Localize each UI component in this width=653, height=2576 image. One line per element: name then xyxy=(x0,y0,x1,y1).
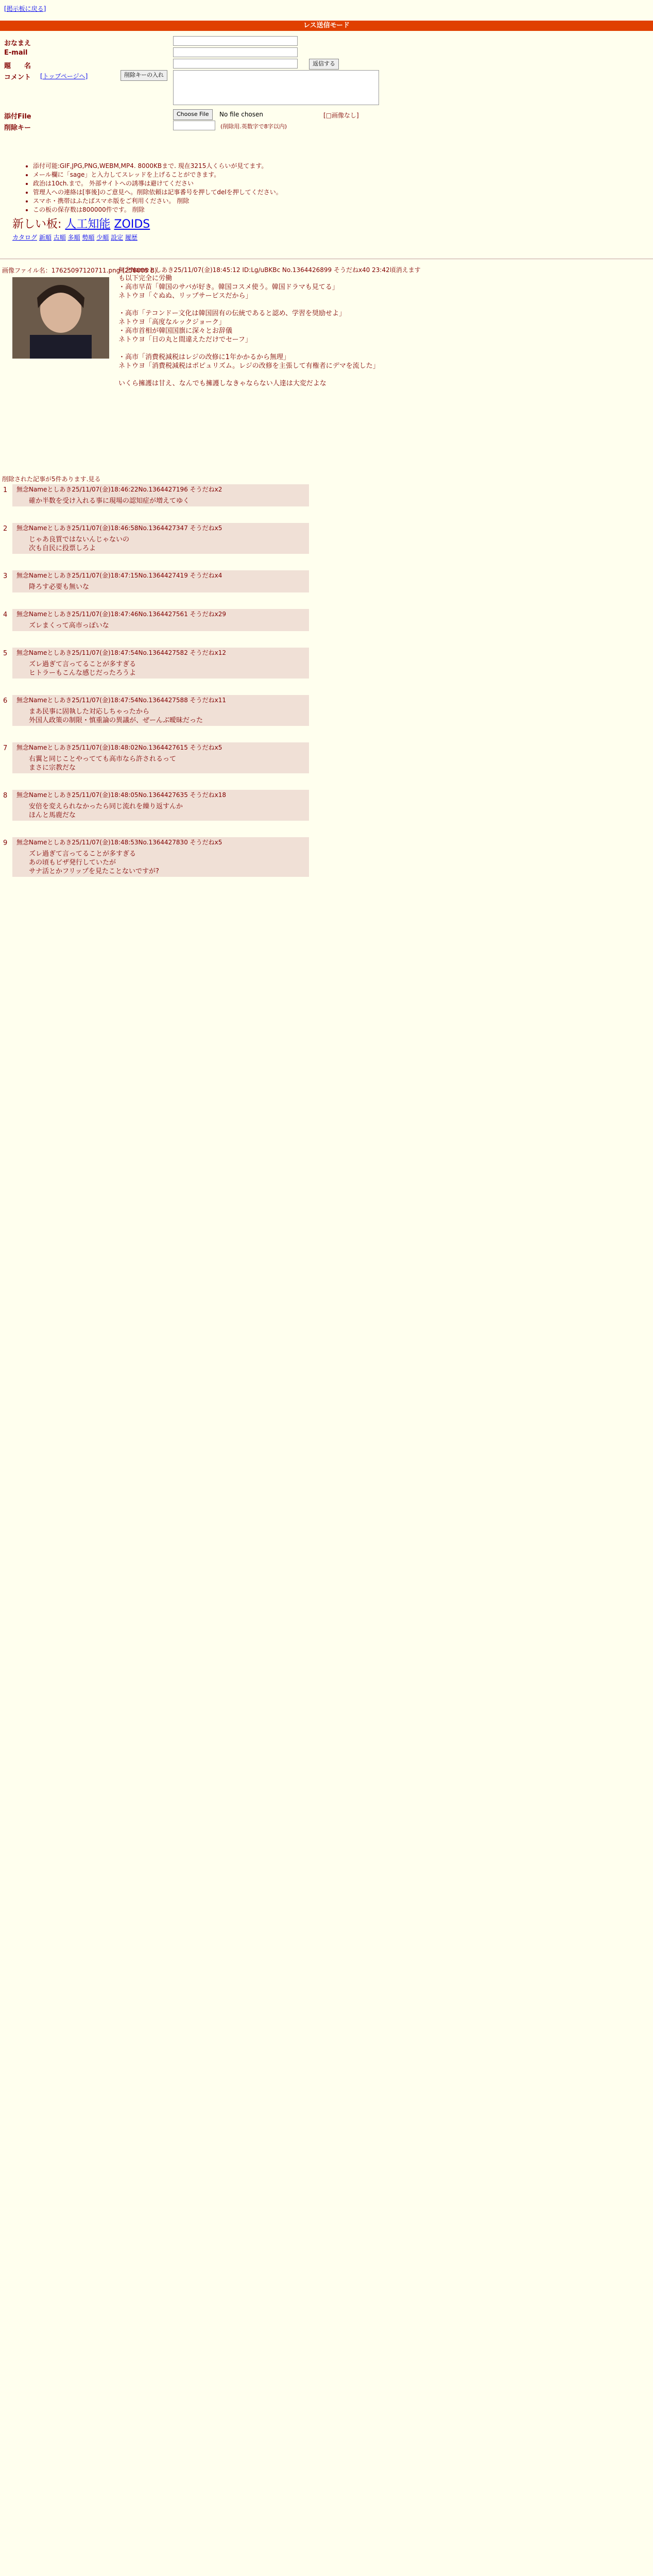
rule-item: • メール欄に「sage」と入力してスレッドを上げることができます。 xyxy=(33,171,496,179)
reply-number: 6 xyxy=(3,697,8,705)
reply-line: ズレまくって高市っぽいな xyxy=(29,622,109,630)
rule-item: • 添付可能:GIF,JPG,PNG,WEBM,MP4. 8000KBまで. 現在3215人くらいが見てます。 xyxy=(33,162,496,171)
delkey-label: 削除キー xyxy=(4,124,31,132)
email-row xyxy=(4,47,468,59)
reply-number: 2 xyxy=(3,525,8,533)
reply-body xyxy=(29,802,305,820)
op-line: ・高市首相が韓国国旗に深々とお辞儀 xyxy=(118,327,233,335)
sort-new-link[interactable]: 新順 xyxy=(39,234,51,241)
op-line: も以下完全に労働 xyxy=(118,275,173,282)
op-header: 無念Nameとしあき25/11/07(金)18:45:12 ID:Lg/uBKBc No.1364426899 そうだねx40 23:42頃消えます xyxy=(118,266,421,274)
choose-file-button[interactable]: Choose File xyxy=(173,109,213,120)
reply-number: 1 xyxy=(3,486,8,494)
reply-line: じゃあ良質ではないんじゃないの xyxy=(29,536,130,544)
sort-few-link[interactable]: 少順 xyxy=(96,234,109,241)
comment-row xyxy=(4,70,468,109)
delete-key-button[interactable]: 削除キーの入れ xyxy=(121,70,167,81)
reply-line: サナ活とかフリップを見たことないですが? xyxy=(29,868,159,875)
reply-header[interactable]: 無念Nameとしあき25/11/07(金)18:48:05No.1364427635 そうだねx18 xyxy=(16,791,227,799)
settings-link[interactable]: 設定 xyxy=(111,234,124,241)
reply-header[interactable]: 無念Nameとしあき25/11/07(金)18:48:53No.1364427830 そうだねx5 xyxy=(16,839,222,846)
subject-label: 題 名 xyxy=(4,62,31,70)
file-row xyxy=(4,109,468,121)
new-board-link-ai[interactable]: 人工知能 xyxy=(65,218,111,231)
subject-row xyxy=(4,59,468,70)
reply-header[interactable]: 無念Nameとしあき25/11/07(金)18:47:54No.1364427588 そうだねx11 xyxy=(16,697,227,704)
no-image-option[interactable]: [□画像なし] xyxy=(323,112,359,119)
post-form xyxy=(4,36,468,132)
reply-body xyxy=(29,660,305,677)
catalog-link[interactable]: カタログ xyxy=(12,234,38,241)
sort-old-link[interactable]: 古順 xyxy=(53,234,66,241)
reply-post xyxy=(12,484,309,506)
submit-button[interactable]: 返信する xyxy=(309,59,339,70)
op-line: ネトウヨ「ぐぬぬ、リップサービスだから」 xyxy=(118,292,252,300)
op-body xyxy=(118,274,633,388)
rule-item: • スマホ・携帯はふたばスマホ版をご利用ください。 削除 xyxy=(33,197,496,206)
new-board-link-zoids[interactable]: ZOIDS xyxy=(114,218,150,231)
email-input[interactable] xyxy=(173,47,298,57)
reply-line: ヒトラーもこんな感じだったろうよ xyxy=(29,669,136,677)
op-line: ・高市早苗「韓国のサバが好き。韓国コスメ使う。韓国ドラマも見てる」 xyxy=(118,283,339,291)
reply-body xyxy=(29,621,305,630)
reply-post xyxy=(12,648,309,679)
reply-line: まあ民事に固執した対応しちゃったから xyxy=(29,708,150,716)
reply-header[interactable]: 無念Nameとしあき25/11/07(金)18:47:54No.1364427582 そうだねx12 xyxy=(16,649,227,656)
op-text xyxy=(118,266,633,388)
reply-number: 9 xyxy=(3,839,8,847)
op-line: いくら擁護は甘え、なんでも擁護しなきゃならない人達は大変だよな xyxy=(118,380,326,387)
back-to-board-link[interactable]: [掲示板に戻る] xyxy=(4,5,46,12)
reply-number: 5 xyxy=(3,650,8,657)
reply-header[interactable]: 無念Nameとしあき25/11/07(金)18:47:15No.1364427419 そうだねx4 xyxy=(16,572,222,579)
reply-post xyxy=(12,790,309,821)
name-label: おなまえ xyxy=(4,40,31,47)
catalog-nav xyxy=(12,233,138,242)
rule-item: • 管理人への連絡は[事後]のご意見へ。削除依頼は記事番号を押してdelを押してください。 xyxy=(33,188,496,197)
rule-item: • 政治は10ch.まで。 外部サイトへの誘導は避けてください xyxy=(33,179,496,188)
reply-body xyxy=(29,583,305,591)
rule-item: • この板の保存数は800000件です。 削除 xyxy=(33,206,496,214)
reply-post xyxy=(12,695,309,726)
email-label: E-mail xyxy=(4,49,28,57)
file-status: No file chosen xyxy=(219,111,264,118)
reply-line: 外国人政策の制限・慎重論の異議が、ぜーんぶ曖昧だった xyxy=(29,717,203,724)
reply-post xyxy=(12,837,309,877)
reply-header[interactable]: 無念Nameとしあき25/11/07(金)18:47:46No.1364427561 そうだねx29 xyxy=(16,611,227,618)
reply-post xyxy=(12,523,309,554)
reply-header[interactable]: 無念Nameとしあき25/11/07(金)18:46:22No.1364427196 そうだねx2 xyxy=(16,486,222,493)
reply-number: 7 xyxy=(3,744,8,752)
sort-many-link[interactable]: 多順 xyxy=(67,234,80,241)
history-link[interactable]: 履歴 xyxy=(125,234,138,241)
op-line: ・高市「テコンドー文化は韓国固有の伝統であると認め、学習を奨励せよ」 xyxy=(118,310,346,317)
delkey-note: (削除用.英数字で8字以内) xyxy=(220,123,287,130)
op-line xyxy=(118,370,633,379)
reply-post xyxy=(12,742,309,773)
op-line: ネトウヨ「高度なルックジョーク」 xyxy=(118,318,226,326)
reply-post xyxy=(12,609,309,631)
reply-line: まさに宗教だな xyxy=(29,764,76,772)
comment-textarea[interactable] xyxy=(173,70,379,105)
op-line: ・高市「消費税減税はレジの改修に1年かかるから無理」 xyxy=(118,353,290,361)
new-board-banner xyxy=(12,215,150,231)
reply-post xyxy=(12,570,309,592)
name-row xyxy=(4,36,468,47)
comment-label: コメント xyxy=(4,74,31,81)
op-line xyxy=(118,300,633,309)
deleted-notice: 削除された記事が5件あります.見る xyxy=(2,476,101,483)
person-photo-icon xyxy=(12,277,109,359)
reply-line: あの頃もビザ発行していたが xyxy=(29,859,116,867)
reply-number: 3 xyxy=(3,572,8,580)
sort-momentum-link[interactable]: 勢順 xyxy=(82,234,95,241)
reply-body xyxy=(29,707,305,725)
op-thumbnail[interactable] xyxy=(12,277,109,359)
op-file-name[interactable]: 画像ファイル名：17625097120711.png-(258005 B) xyxy=(2,267,157,274)
reply-line: 降ろす必要も無いな xyxy=(29,583,90,591)
op-line: ネトウヨ「消費税減税はポピュリズム。レジの改修を主張して有権者にデマを流した」 xyxy=(118,362,380,370)
op-line xyxy=(118,344,633,353)
delkey-input[interactable] xyxy=(173,121,215,130)
op-line: ネトウヨ「日の丸と間違えただけでセーフ」 xyxy=(118,336,252,344)
reply-mode-bar: レス送信モード xyxy=(0,21,653,31)
subject-input[interactable] xyxy=(173,59,298,69)
delkey-row xyxy=(4,121,468,132)
reply-line: ズレ過ぎて言ってることが多すぎる xyxy=(29,660,136,668)
reply-body xyxy=(29,535,305,553)
reply-number: 8 xyxy=(3,792,8,800)
reply-line: 安倍を変えられなかったら同じ流れを繰り返すんか xyxy=(29,803,183,810)
reply-body xyxy=(29,497,305,505)
board-rules xyxy=(12,162,496,214)
op-post xyxy=(2,266,651,483)
name-input[interactable] xyxy=(173,36,298,46)
reply-line: 次も自民に投票しろよ xyxy=(29,545,96,552)
reply-line: 右翼と同じことやってても高市なら許されるって xyxy=(29,755,177,763)
reply-body xyxy=(29,755,305,772)
reply-body xyxy=(29,850,305,876)
reply-line: 確か半数を受け入れる事に現場の認知症が増えてゆく xyxy=(29,497,190,505)
file-label: 添付File xyxy=(4,113,31,121)
new-board-prefix: 新しい板: xyxy=(12,218,62,231)
reply-header[interactable]: 無念Nameとしあき25/11/07(金)18:48:02No.1364427615 そうだねx5 xyxy=(16,744,222,751)
reply-number: 4 xyxy=(3,611,8,619)
reply-line: ズレ過ぎて言ってることが多すぎる xyxy=(29,850,136,858)
reply-line: ほんと馬鹿だな xyxy=(29,811,76,819)
reply-header[interactable]: 無念Nameとしあき25/11/07(金)18:46:58No.1364427347 そうだねx5 xyxy=(16,524,222,532)
top-page-link[interactable]: [トップページへ] xyxy=(40,73,88,80)
